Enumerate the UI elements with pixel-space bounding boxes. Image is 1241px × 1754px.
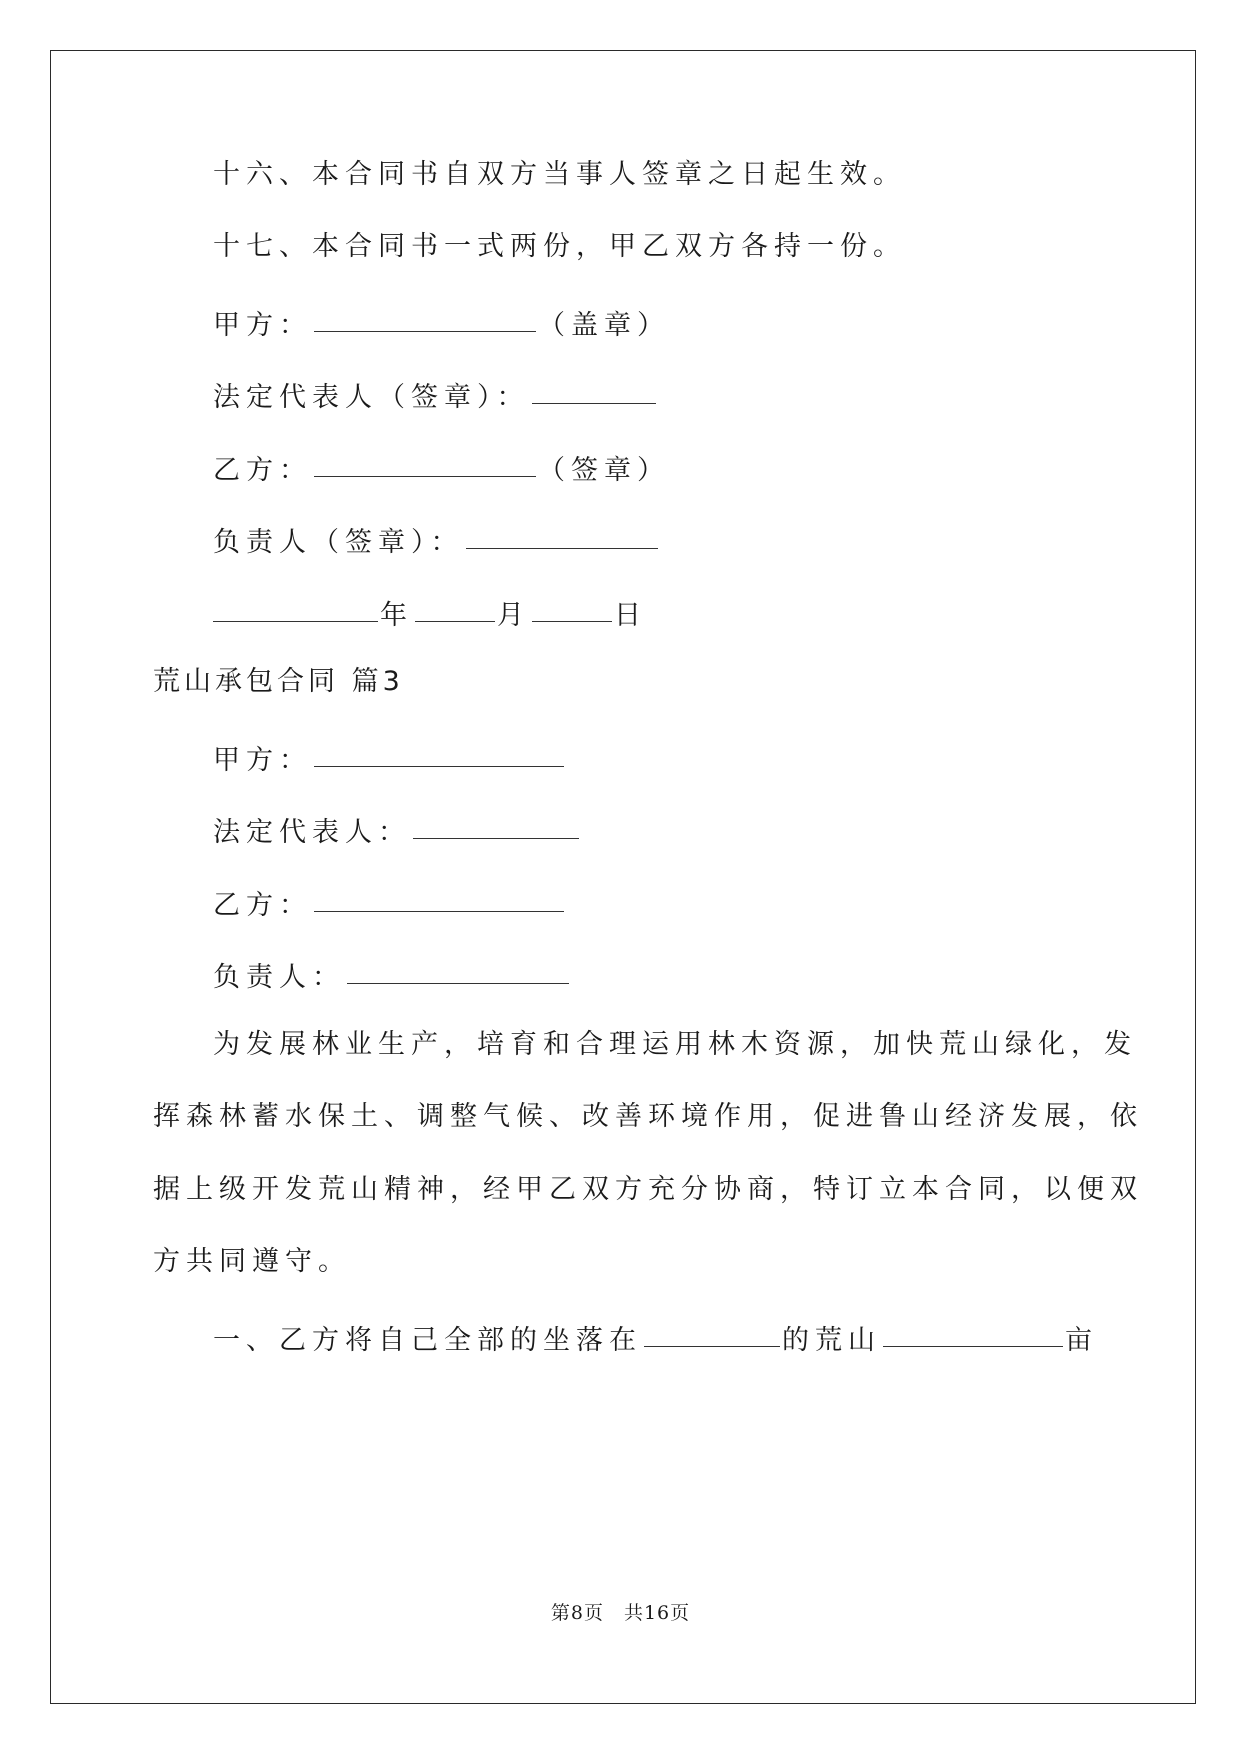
year-blank[interactable] xyxy=(213,591,378,622)
day-blank[interactable] xyxy=(532,591,612,622)
responsible-signature-line xyxy=(213,520,660,560)
date-line xyxy=(213,593,647,633)
preamble-line-3: 据上级开发荒山精神，经甲乙双方充分协商，特订立本合同，以便双 xyxy=(153,1174,1143,1205)
s3-legal-rep-blank[interactable] xyxy=(413,808,579,839)
preamble-line-1: 为发展林业生产，培育和合理运用林木资源，加快荒山绿化，发 xyxy=(213,1029,1137,1060)
month-blank[interactable] xyxy=(415,591,495,622)
s3-responsible-blank[interactable] xyxy=(347,953,569,984)
clause-17: 十七、本合同书一式两份，甲乙双方各持一份。 xyxy=(213,231,906,262)
legal-rep-blank[interactable] xyxy=(532,373,656,404)
clause-1-unit: 亩 xyxy=(1065,1325,1098,1356)
preamble-line-2: 挥森林蓄水保土、调整气候、改善环境作用，促进鲁山经济发展，依 xyxy=(153,1101,1143,1132)
section-3-title: 荒山承包合同 篇3 xyxy=(153,666,404,697)
clause-1-line xyxy=(213,1318,1098,1358)
s3-responsible-line xyxy=(213,955,571,995)
s3-party-a-blank[interactable] xyxy=(314,736,564,767)
party-a-label: 甲方： xyxy=(213,310,312,341)
clause-1-text-a: 一、乙方将自己全部的坐落在 xyxy=(213,1325,642,1356)
s3-legal-rep-label: 法定代表人： xyxy=(213,817,411,848)
clause-16: 十六、本合同书自双方当事人签章之日起生效。 xyxy=(213,159,906,190)
day-label: 日 xyxy=(614,600,647,631)
party-a-signature-line xyxy=(213,303,670,343)
party-b-signature-line xyxy=(213,448,670,488)
clause-1-text-b: 的荒山 xyxy=(782,1325,881,1356)
party-a-blank[interactable] xyxy=(314,301,536,332)
page-number: 第8页 共16页 xyxy=(550,1602,691,1624)
s3-party-a-line xyxy=(213,738,566,778)
party-a-stamp-note: （盖章） xyxy=(538,310,670,341)
s3-party-a-label: 甲方： xyxy=(213,745,312,776)
page-border xyxy=(50,50,1196,1704)
s3-legal-rep-line xyxy=(213,810,581,850)
month-label: 月 xyxy=(497,600,530,631)
responsible-label: 负责人（签章）： xyxy=(213,527,464,558)
responsible-blank[interactable] xyxy=(466,518,658,549)
preamble-line-4: 方共同遵守。 xyxy=(153,1246,351,1277)
party-b-label: 乙方： xyxy=(213,455,312,486)
s3-party-b-line xyxy=(213,883,566,923)
area-blank[interactable] xyxy=(883,1316,1063,1347)
s3-responsible-label: 负责人： xyxy=(213,962,345,993)
s3-party-b-blank[interactable] xyxy=(314,881,564,912)
legal-rep-label: 法定代表人（签章）： xyxy=(213,382,530,413)
year-label: 年 xyxy=(380,600,413,631)
location-blank[interactable] xyxy=(644,1316,780,1347)
legal-rep-signature-line xyxy=(213,375,658,415)
s3-party-b-label: 乙方： xyxy=(213,890,312,921)
party-b-stamp-note: （签章） xyxy=(538,455,670,486)
party-b-blank[interactable] xyxy=(314,446,536,477)
